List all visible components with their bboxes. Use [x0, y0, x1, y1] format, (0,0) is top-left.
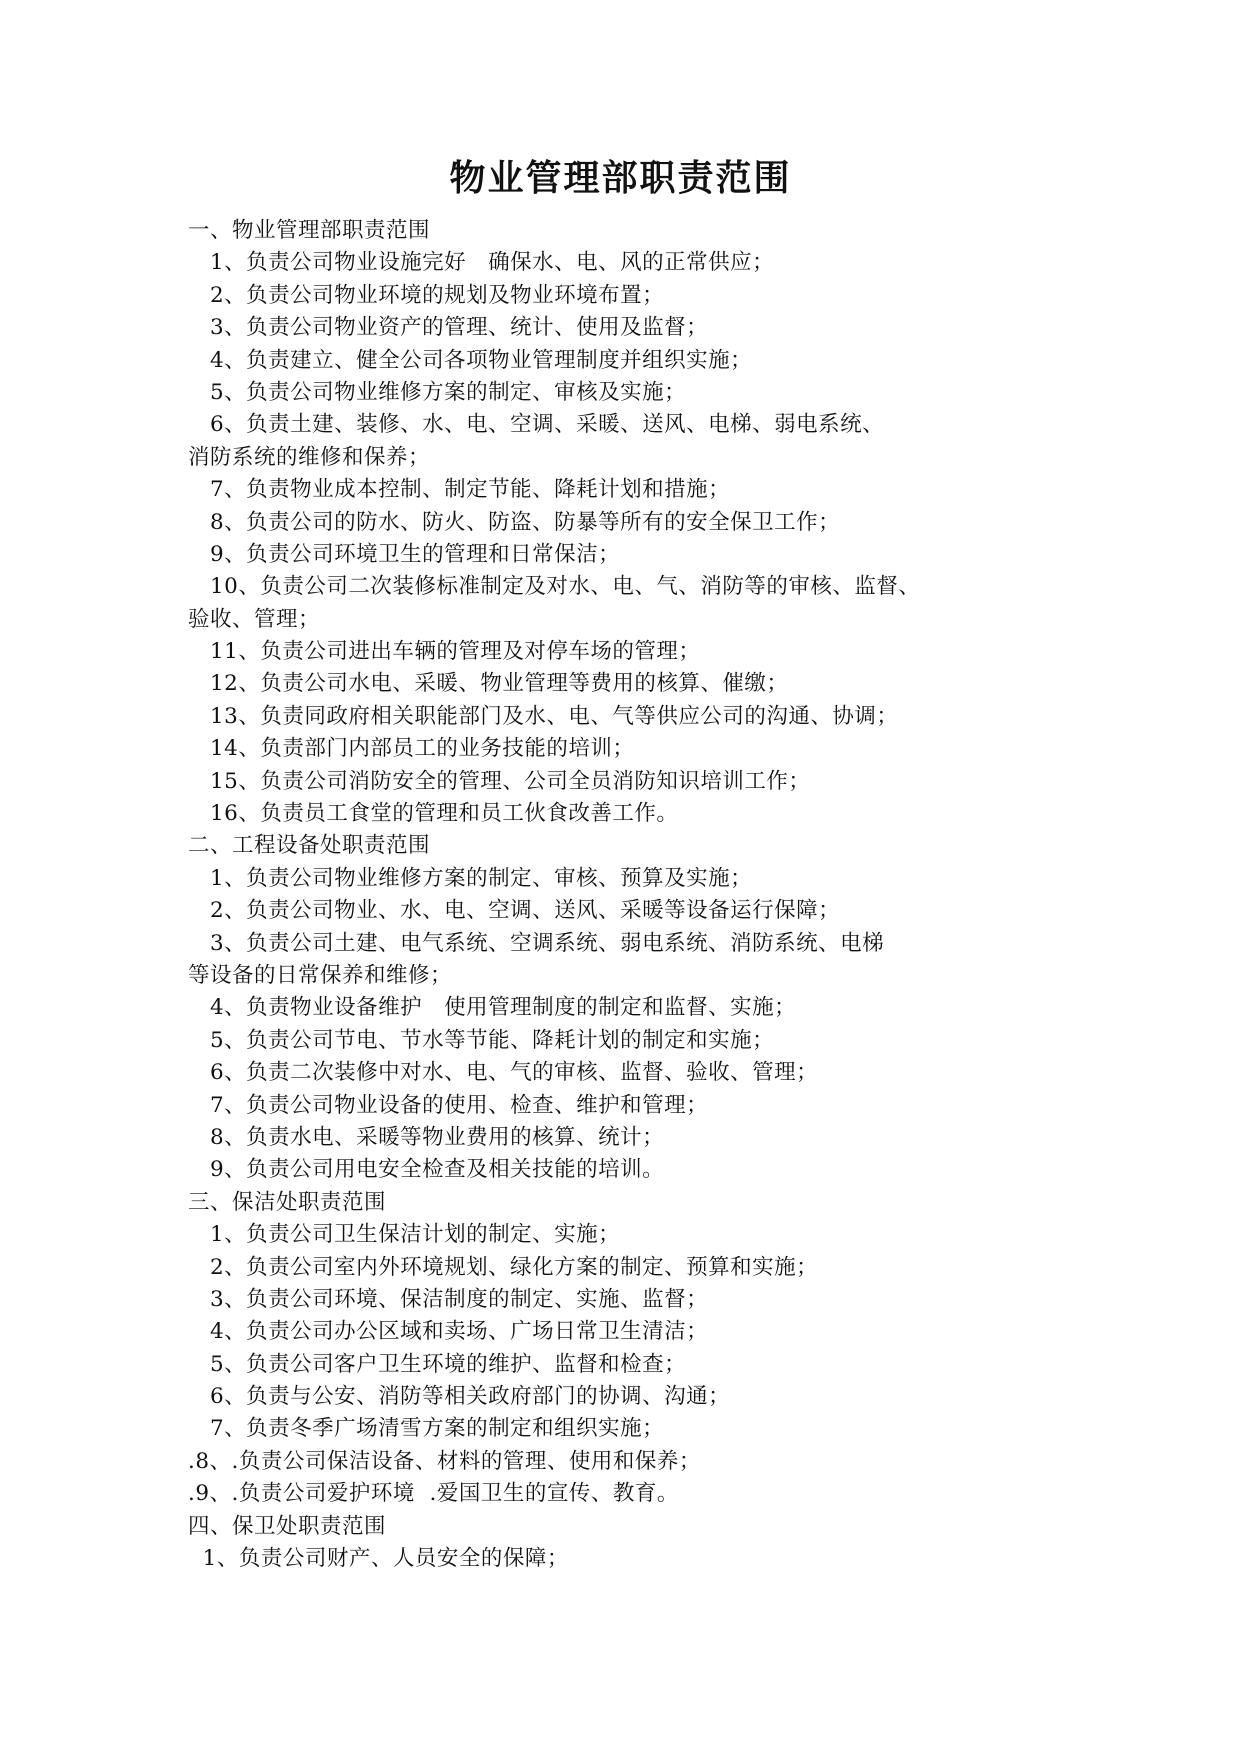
text-line: 二、工程设备处职责范围 [188, 833, 431, 859]
text-line: 10、负责公司二次装修标准制定及对水、电、气、消防等的审核、监督、 [188, 574, 921, 600]
text-line: 验收、管理； [188, 606, 321, 632]
text-line: 三、保洁处职责范围 [188, 1189, 387, 1215]
text-line: 四、保卫处职责范围 [188, 1513, 387, 1539]
text-line: 1、负责公司卫生保洁计划的制定、实施； [188, 1222, 621, 1248]
text-line: 一、物业管理部职责范围 [188, 218, 431, 243]
text-line: 2、负责公司室内外环境规划、绿化方案的制定、预算和实施； [188, 1254, 819, 1280]
text-line: 14、负责部门内部员工的业务技能的培训； [188, 736, 635, 762]
text-line: 等设备的日常保养和维修； [188, 962, 453, 988]
document-body [188, 215, 1188, 1575]
text-line: 3、负责公司土建、电气系统、空调系统、弱电系统、消防系统、电梯 [188, 930, 885, 956]
text-line: 15、负责公司消防安全的管理、公司全员消防知识培训工作； [188, 768, 811, 794]
text-line: 4、负责建立、健全公司各项物业管理制度并组织实施； [188, 347, 753, 373]
text-line: 8、负责水电、采暖等物业费用的核算、统计； [188, 1124, 665, 1150]
text-line: 6、负责与公安、消防等相关政府部门的协调、沟通； [188, 1384, 731, 1410]
text-line: 7、负责物业成本控制、制定节能、降耗计划和措施； [188, 477, 731, 503]
text-line: 9、负责公司用电安全检查及相关技能的培训。 [188, 1157, 665, 1183]
text-line: 5、负责公司客户卫生环境的维护、监督和检查； [188, 1351, 687, 1377]
text-line: 4、负责公司办公区域和卖场、广场日常卫生清洁； [188, 1319, 709, 1345]
text-line: 4、负责物业设备维护 使用管理制度的制定和监督、实施； [188, 995, 797, 1021]
text-line: 13、负责同政府相关职能部门及水、电、气等供应公司的沟通、协调； [188, 703, 899, 729]
text-line: 16、负责员工食堂的管理和员工伙食改善工作。 [188, 801, 679, 827]
text-line: 2、负责公司物业、水、电、空调、送风、采暖等设备运行保障； [188, 898, 841, 924]
text-line: 1、负责公司物业维修方案的制定、审核、预算及实施； [188, 865, 753, 891]
text-line: 1、负责公司物业设施完好 确保水、电、风的正常供应； [188, 250, 775, 276]
text-line: 6、负责二次装修中对水、电、气的审核、监督、验收、管理； [188, 1060, 819, 1086]
document-title: 物业管理部职责范围 [449, 158, 792, 199]
text-line: 7、负责冬季广场清雪方案的制定和组织实施； [188, 1416, 665, 1442]
text-line: 7、负责公司物业设备的使用、检查、维护和管理； [188, 1092, 709, 1118]
text-line: 5、负责公司物业维修方案的制定、审核及实施； [188, 379, 687, 405]
text-line: 8、负责公司的防水、防火、防盗、防暴等所有的安全保卫工作； [188, 509, 841, 535]
text-line: .9、.负责公司爱护环境 .爱国卫生的宣传、教育。 [188, 1481, 679, 1507]
text-line: 12、负责公司水电、采暖、物业管理等费用的核算、催缴； [188, 671, 789, 697]
text-line: 1、负责公司财产、人员安全的保障； [188, 1546, 569, 1572]
text-line: 9、负责公司环境卫生的管理和日常保洁； [188, 541, 621, 567]
text-line: 11、负责公司进出车辆的管理及对停车场的管理； [188, 639, 701, 665]
text-line: 6、负责土建、装修、水、电、空调、采暖、送风、电梯、弱电系统、 [188, 412, 885, 438]
text-line: 5、负责公司节电、节水等节能、降耗计划的制定和实施； [188, 1027, 775, 1053]
text-line: 3、负责公司环境、保洁制度的制定、实施、监督； [188, 1286, 709, 1312]
text-line: 2、负责公司物业环境的规划及物业环境布置； [188, 282, 665, 308]
text-line: 消防系统的维修和保养； [188, 444, 431, 470]
text-line: 3、负责公司物业资产的管理、统计、使用及监督； [188, 315, 709, 341]
text-line: .8、.负责公司保洁设备、材料的管理、使用和保养； [188, 1448, 701, 1474]
